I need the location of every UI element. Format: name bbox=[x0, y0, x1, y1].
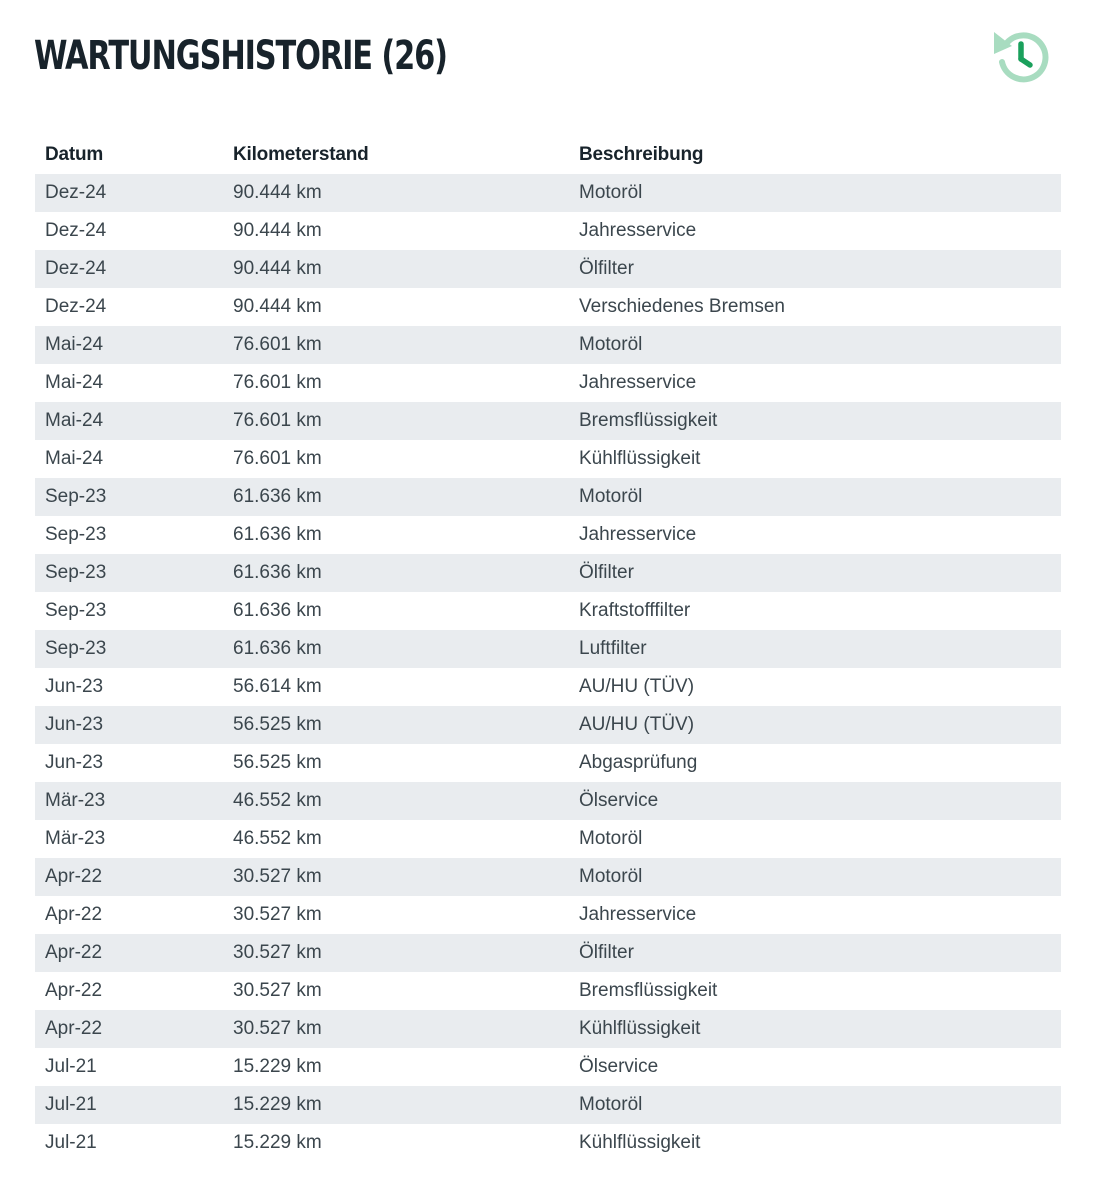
cell-description: Ölfilter bbox=[569, 250, 1061, 288]
cell-km: 46.552 km bbox=[223, 820, 569, 858]
cell-description: Verschiedenes Bremsen bbox=[569, 288, 1061, 326]
cell-description: Kühlflüssigkeit bbox=[569, 1010, 1061, 1048]
cell-date: Jul-21 bbox=[35, 1086, 223, 1124]
cell-date: Apr-22 bbox=[35, 858, 223, 896]
table-row bbox=[35, 706, 1061, 744]
table-row bbox=[35, 516, 1061, 554]
table-row bbox=[35, 364, 1061, 402]
cell-description: AU/HU (TÜV) bbox=[569, 706, 1061, 744]
cell-description: Motoröl bbox=[569, 820, 1061, 858]
maintenance-history-table-container bbox=[35, 136, 1061, 1162]
cell-date: Apr-22 bbox=[35, 972, 223, 1010]
cell-date: Mär-23 bbox=[35, 782, 223, 820]
cell-km: 61.636 km bbox=[223, 630, 569, 668]
cell-km: 76.601 km bbox=[223, 402, 569, 440]
cell-description: Motoröl bbox=[569, 478, 1061, 516]
cell-date: Jun-23 bbox=[35, 668, 223, 706]
cell-km: 90.444 km bbox=[223, 288, 569, 326]
cell-date: Dez-24 bbox=[35, 174, 223, 212]
cell-date: Dez-24 bbox=[35, 250, 223, 288]
cell-km: 76.601 km bbox=[223, 440, 569, 478]
cell-date: Sep-23 bbox=[35, 478, 223, 516]
cell-date: Apr-22 bbox=[35, 1010, 223, 1048]
table-row bbox=[35, 326, 1061, 364]
cell-km: 30.527 km bbox=[223, 934, 569, 972]
cell-description: Kühlflüssigkeit bbox=[569, 440, 1061, 478]
cell-km: 90.444 km bbox=[223, 212, 569, 250]
cell-km: 56.525 km bbox=[223, 706, 569, 744]
cell-description: Motoröl bbox=[569, 326, 1061, 364]
maintenance-history-table bbox=[35, 136, 1061, 1162]
cell-km: 76.601 km bbox=[223, 364, 569, 402]
table-row bbox=[35, 174, 1061, 212]
cell-km: 15.229 km bbox=[223, 1048, 569, 1086]
cell-description: Ölfilter bbox=[569, 554, 1061, 592]
cell-description: Luftfilter bbox=[569, 630, 1061, 668]
cell-date: Apr-22 bbox=[35, 896, 223, 934]
column-header-km[interactable]: Kilometerstand bbox=[233, 144, 369, 165]
table-row bbox=[35, 1048, 1061, 1086]
table-row bbox=[35, 1124, 1061, 1162]
column-header-date[interactable]: Datum bbox=[45, 144, 104, 165]
history-icon[interactable] bbox=[988, 24, 1054, 90]
cell-description: Motoröl bbox=[569, 858, 1061, 896]
cell-km: 90.444 km bbox=[223, 250, 569, 288]
cell-km: 56.525 km bbox=[223, 744, 569, 782]
history-icon-graphic bbox=[988, 24, 1054, 90]
cell-description: Jahresservice bbox=[569, 364, 1061, 402]
table-row bbox=[35, 934, 1061, 972]
table-row bbox=[35, 630, 1061, 668]
table-row bbox=[35, 744, 1061, 782]
column-header-description[interactable]: Beschreibung bbox=[579, 144, 704, 165]
table-row bbox=[35, 592, 1061, 630]
cell-date: Dez-24 bbox=[35, 212, 223, 250]
cell-km: 61.636 km bbox=[223, 478, 569, 516]
cell-description: AU/HU (TÜV) bbox=[569, 668, 1061, 706]
cell-km: 90.444 km bbox=[223, 174, 569, 212]
cell-description: Ölservice bbox=[569, 1048, 1061, 1086]
page-header bbox=[34, 28, 1062, 88]
cell-description: Ölfilter bbox=[569, 934, 1061, 972]
table-row bbox=[35, 820, 1061, 858]
cell-km: 30.527 km bbox=[223, 896, 569, 934]
cell-date: Apr-22 bbox=[35, 934, 223, 972]
cell-date: Mai-24 bbox=[35, 326, 223, 364]
cell-description: Jahresservice bbox=[569, 896, 1061, 934]
table-row bbox=[35, 212, 1061, 250]
cell-date: Sep-23 bbox=[35, 592, 223, 630]
cell-date: Mai-24 bbox=[35, 440, 223, 478]
table-header-row bbox=[35, 136, 1061, 174]
table-row bbox=[35, 402, 1061, 440]
cell-km: 30.527 km bbox=[223, 1010, 569, 1048]
table-row bbox=[35, 896, 1061, 934]
cell-date: Sep-23 bbox=[35, 630, 223, 668]
table-row bbox=[35, 288, 1061, 326]
table-row bbox=[35, 858, 1061, 896]
cell-date: Mai-24 bbox=[35, 364, 223, 402]
table-row bbox=[35, 782, 1061, 820]
cell-date: Jul-21 bbox=[35, 1048, 223, 1086]
cell-description: Bremsflüssigkeit bbox=[569, 972, 1061, 1010]
cell-date: Mai-24 bbox=[35, 402, 223, 440]
cell-km: 30.527 km bbox=[223, 858, 569, 896]
cell-description: Abgasprüfung bbox=[569, 744, 1061, 782]
cell-description: Motoröl bbox=[569, 1086, 1061, 1124]
cell-date: Sep-23 bbox=[35, 554, 223, 592]
cell-description: Bremsflüssigkeit bbox=[569, 402, 1061, 440]
cell-date: Jul-21 bbox=[35, 1124, 223, 1162]
cell-km: 15.229 km bbox=[223, 1124, 569, 1162]
cell-date: Sep-23 bbox=[35, 516, 223, 554]
cell-km: 46.552 km bbox=[223, 782, 569, 820]
cell-description: Kühlflüssigkeit bbox=[569, 1124, 1061, 1162]
cell-description: Jahresservice bbox=[569, 212, 1061, 250]
table-row bbox=[35, 1010, 1061, 1048]
cell-date: Jun-23 bbox=[35, 744, 223, 782]
cell-km: 56.614 km bbox=[223, 668, 569, 706]
cell-description: Motoröl bbox=[569, 174, 1061, 212]
cell-km: 15.229 km bbox=[223, 1086, 569, 1124]
cell-date: Dez-24 bbox=[35, 288, 223, 326]
cell-km: 61.636 km bbox=[223, 554, 569, 592]
cell-km: 61.636 km bbox=[223, 592, 569, 630]
table-row bbox=[35, 440, 1061, 478]
table-body bbox=[35, 174, 1061, 1162]
cell-description: Ölservice bbox=[569, 782, 1061, 820]
cell-date: Mär-23 bbox=[35, 820, 223, 858]
page-title: WARTUNGSHISTORIE (26) bbox=[34, 33, 447, 79]
cell-km: 76.601 km bbox=[223, 326, 569, 364]
table-row bbox=[35, 250, 1061, 288]
cell-date: Jun-23 bbox=[35, 706, 223, 744]
cell-description: Kraftstofffilter bbox=[569, 592, 1061, 630]
cell-description: Jahresservice bbox=[569, 516, 1061, 554]
cell-km: 61.636 km bbox=[223, 516, 569, 554]
table-row bbox=[35, 972, 1061, 1010]
cell-km: 30.527 km bbox=[223, 972, 569, 1010]
table-row bbox=[35, 1086, 1061, 1124]
table-row bbox=[35, 554, 1061, 592]
table-row bbox=[35, 478, 1061, 516]
table-row bbox=[35, 668, 1061, 706]
